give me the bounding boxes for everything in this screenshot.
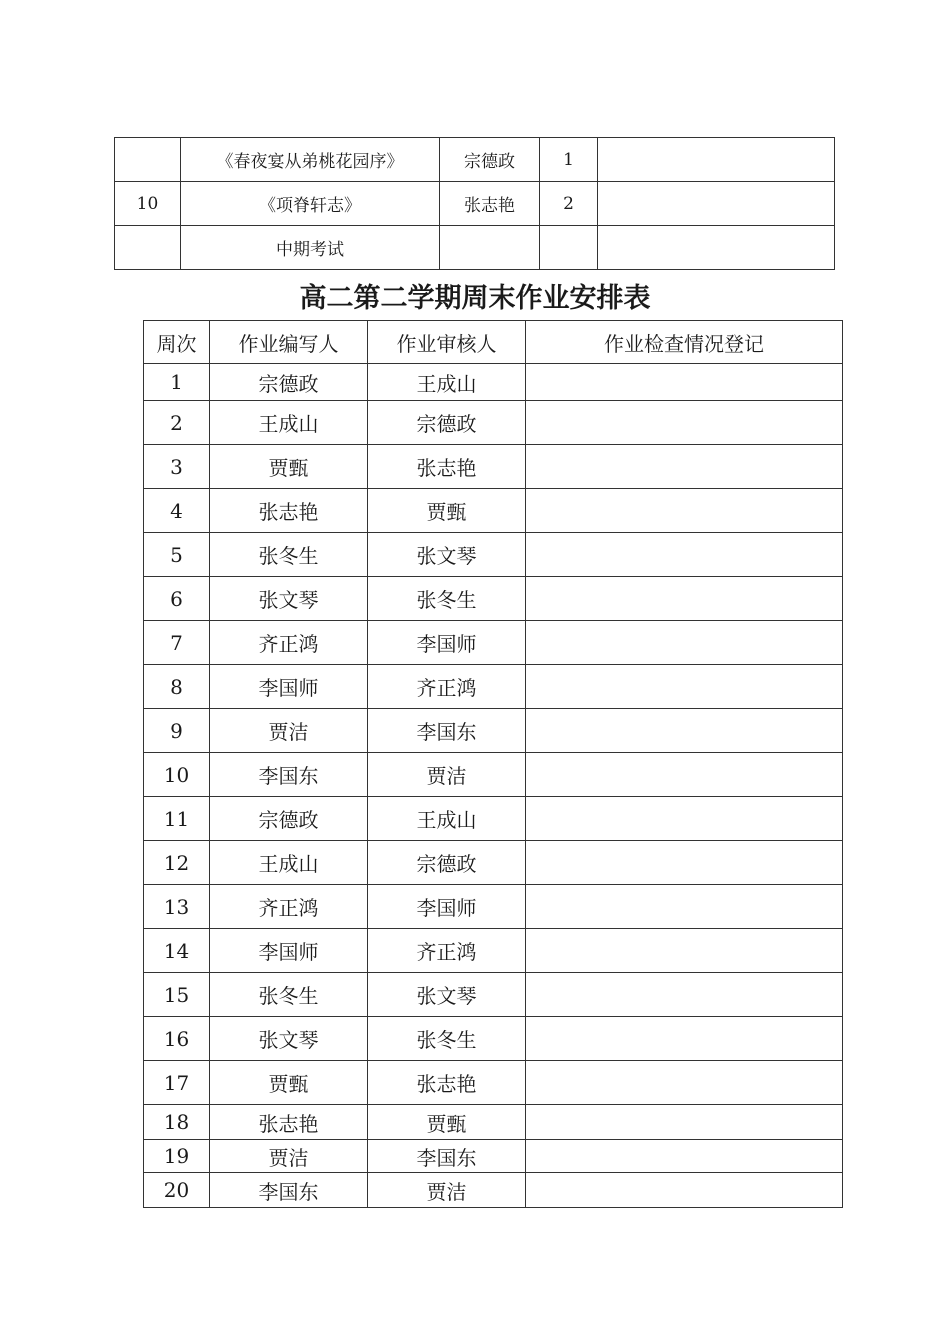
week-cell: 9 — [144, 709, 210, 753]
check-record-cell — [526, 797, 843, 841]
check-record-cell — [526, 885, 843, 929]
table-row — [144, 445, 843, 489]
author-cell: 贾甄 — [210, 445, 368, 489]
author-cell: 贾甄 — [210, 1061, 368, 1105]
week-cell: 5 — [144, 533, 210, 577]
author-cell: 贾洁 — [210, 709, 368, 753]
week-cell: 13 — [144, 885, 210, 929]
author-cell: 张志艳 — [210, 489, 368, 533]
reviewer-cell: 张冬生 — [368, 577, 526, 621]
reviewer-cell: 贾甄 — [368, 1105, 526, 1140]
table-cell: 《项脊轩志》 — [181, 182, 440, 226]
author-cell: 齐正鸿 — [210, 885, 368, 929]
week-cell: 8 — [144, 665, 210, 709]
check-record-cell — [526, 841, 843, 885]
check-record-cell — [526, 1140, 843, 1173]
week-cell: 19 — [144, 1140, 210, 1173]
table-cell — [540, 226, 598, 270]
check-record-cell — [526, 577, 843, 621]
table-cell: 张志艳 — [440, 182, 540, 226]
check-record-cell — [526, 401, 843, 445]
author-cell: 宗德政 — [210, 797, 368, 841]
week-cell: 6 — [144, 577, 210, 621]
table-row — [144, 1061, 843, 1105]
table-row — [144, 489, 843, 533]
week-cell: 18 — [144, 1105, 210, 1140]
previous-schedule-table — [114, 137, 835, 270]
reviewer-cell: 李国师 — [368, 621, 526, 665]
author-cell: 张冬生 — [210, 533, 368, 577]
table-row — [115, 138, 835, 182]
header-author: 作业编写人 — [210, 321, 368, 364]
author-cell: 张冬生 — [210, 973, 368, 1017]
week-cell: 4 — [144, 489, 210, 533]
table-row — [144, 533, 843, 577]
table-cell: 1 — [540, 138, 598, 182]
table-cell — [440, 226, 540, 270]
week-cell: 2 — [144, 401, 210, 445]
reviewer-cell: 张文琴 — [368, 533, 526, 577]
reviewer-cell: 李国东 — [368, 1140, 526, 1173]
table-row — [144, 1105, 843, 1140]
reviewer-cell: 贾甄 — [368, 489, 526, 533]
week-cell: 10 — [144, 753, 210, 797]
author-cell: 宗德政 — [210, 364, 368, 401]
table-header-row — [144, 321, 843, 364]
table-cell: 《春夜宴从弟桃花园序》 — [181, 138, 440, 182]
check-record-cell — [526, 1017, 843, 1061]
table-row — [144, 621, 843, 665]
table-cell — [598, 182, 835, 226]
author-cell: 王成山 — [210, 401, 368, 445]
homework-schedule-table — [143, 320, 843, 1208]
check-record-cell — [526, 709, 843, 753]
week-cell: 11 — [144, 797, 210, 841]
reviewer-cell: 王成山 — [368, 364, 526, 401]
page-title: 高二第二学期周末作业安排表 — [299, 283, 651, 314]
table-row — [144, 709, 843, 753]
table-row — [144, 364, 843, 401]
check-record-cell — [526, 929, 843, 973]
table-row — [115, 226, 835, 270]
reviewer-cell: 张志艳 — [368, 1061, 526, 1105]
table-row — [144, 797, 843, 841]
table-cell: 2 — [540, 182, 598, 226]
header-week: 周次 — [144, 321, 210, 364]
table-row — [144, 1140, 843, 1173]
week-cell: 1 — [144, 364, 210, 401]
table-cell — [598, 226, 835, 270]
reviewer-cell: 王成山 — [368, 797, 526, 841]
table-row — [144, 929, 843, 973]
author-cell: 张文琴 — [210, 1017, 368, 1061]
week-cell: 3 — [144, 445, 210, 489]
check-record-cell — [526, 621, 843, 665]
author-cell: 李国师 — [210, 665, 368, 709]
reviewer-cell: 张文琴 — [368, 973, 526, 1017]
header-check-record: 作业检查情况登记 — [526, 321, 843, 364]
table-cell: 宗德政 — [440, 138, 540, 182]
week-cell: 14 — [144, 929, 210, 973]
table-row — [144, 401, 843, 445]
table-cell: 中期考试 — [181, 226, 440, 270]
week-cell: 15 — [144, 973, 210, 1017]
reviewer-cell: 齐正鸿 — [368, 929, 526, 973]
table-cell — [115, 138, 181, 182]
check-record-cell — [526, 753, 843, 797]
check-record-cell — [526, 665, 843, 709]
author-cell: 张文琴 — [210, 577, 368, 621]
reviewer-cell: 贾洁 — [368, 1173, 526, 1208]
reviewer-cell: 宗德政 — [368, 401, 526, 445]
author-cell: 张志艳 — [210, 1105, 368, 1140]
reviewer-cell: 李国师 — [368, 885, 526, 929]
author-cell: 齐正鸿 — [210, 621, 368, 665]
reviewer-cell: 张冬生 — [368, 1017, 526, 1061]
week-cell: 12 — [144, 841, 210, 885]
table-row — [144, 841, 843, 885]
reviewer-cell: 贾洁 — [368, 753, 526, 797]
table-cell — [115, 226, 181, 270]
table-row — [115, 182, 835, 226]
table-cell — [598, 138, 835, 182]
author-cell: 李国师 — [210, 929, 368, 973]
table-row — [144, 973, 843, 1017]
reviewer-cell: 李国东 — [368, 709, 526, 753]
table-row — [144, 665, 843, 709]
table-row — [144, 1173, 843, 1208]
check-record-cell — [526, 364, 843, 401]
reviewer-cell: 宗德政 — [368, 841, 526, 885]
week-cell: 7 — [144, 621, 210, 665]
week-cell: 20 — [144, 1173, 210, 1208]
check-record-cell — [526, 1061, 843, 1105]
table-row — [144, 753, 843, 797]
author-cell: 贾洁 — [210, 1140, 368, 1173]
reviewer-cell: 张志艳 — [368, 445, 526, 489]
author-cell: 李国东 — [210, 1173, 368, 1208]
table-row — [144, 885, 843, 929]
week-cell: 16 — [144, 1017, 210, 1061]
table-row — [144, 577, 843, 621]
reviewer-cell: 齐正鸿 — [368, 665, 526, 709]
table-cell: 10 — [115, 182, 181, 226]
check-record-cell — [526, 533, 843, 577]
check-record-cell — [526, 445, 843, 489]
table-row — [144, 1017, 843, 1061]
author-cell: 李国东 — [210, 753, 368, 797]
check-record-cell — [526, 1105, 843, 1140]
check-record-cell — [526, 973, 843, 1017]
author-cell: 王成山 — [210, 841, 368, 885]
week-cell: 17 — [144, 1061, 210, 1105]
check-record-cell — [526, 1173, 843, 1208]
header-reviewer: 作业审核人 — [368, 321, 526, 364]
check-record-cell — [526, 489, 843, 533]
